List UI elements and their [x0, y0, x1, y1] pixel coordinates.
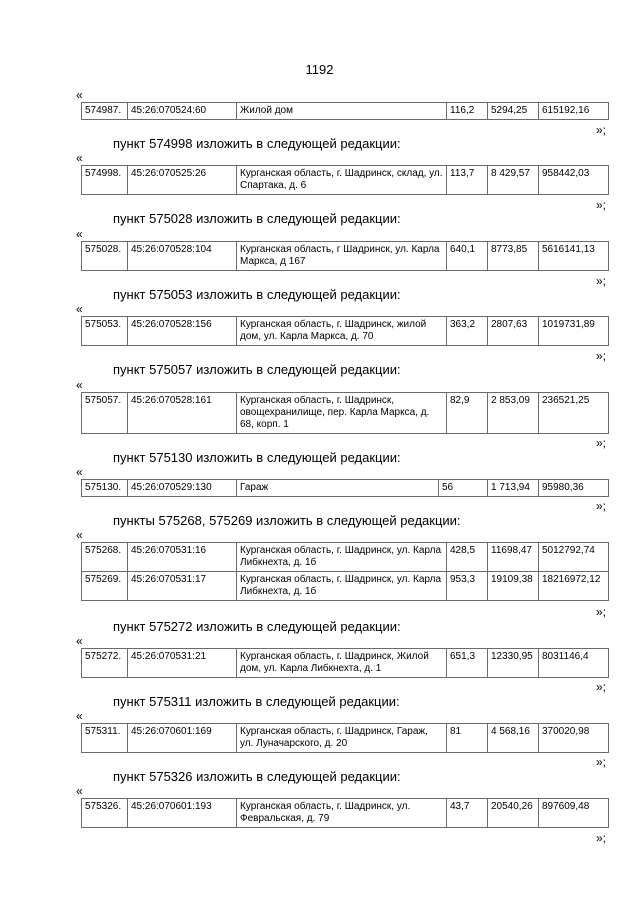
- section-heading: пункт 575311 изложить в следующей редакции:: [113, 694, 400, 709]
- cell-cadastral: 45:26:070528:104: [128, 242, 237, 271]
- cell-number: 575268.: [82, 543, 128, 572]
- cell-cadastral: 45:26:070601:193: [128, 799, 237, 828]
- close-quote: »;: [596, 499, 607, 513]
- cell-cadastral: 45:26:070531:21: [128, 649, 237, 678]
- cell-value: 18216972,12: [539, 572, 609, 601]
- cell-number: 575053.: [82, 317, 128, 346]
- cell-cadastral: 45:26:070601:169: [128, 724, 237, 753]
- close-quote: »;: [596, 349, 607, 363]
- cell-value: 370020,98: [539, 724, 609, 753]
- open-quote: «: [76, 378, 83, 392]
- cell-cadastral: 45:26:070531:16: [128, 543, 237, 572]
- cell-value: 236521,25: [539, 393, 609, 434]
- cell-address: Гараж: [237, 480, 439, 497]
- cell-value: 615192,16: [539, 103, 609, 120]
- close-quote: »;: [596, 123, 607, 137]
- cell-area: 363,2: [447, 317, 488, 346]
- cell-area: 428,5: [447, 543, 488, 572]
- table-row: [82, 543, 609, 572]
- cell-area: 113,7: [447, 166, 488, 195]
- cell-area: 81: [447, 724, 488, 753]
- cell-rate: 2 853,09: [488, 393, 539, 434]
- cell-area: 56: [439, 480, 488, 497]
- table-row: [82, 242, 609, 271]
- cell-number: 575130.: [82, 480, 128, 497]
- section-heading: пункты 575268, 575269 изложить в следующей редакции:: [113, 513, 461, 528]
- record-table: [81, 798, 609, 828]
- open-quote: «: [76, 784, 83, 798]
- cell-area: 640,1: [447, 242, 488, 271]
- section-heading: пункт 575326 изложить в следующей редакции:: [113, 769, 401, 784]
- cell-cadastral: 45:26:070528:156: [128, 317, 237, 346]
- cell-address: Жилой дом: [237, 103, 447, 120]
- record-table: [81, 241, 609, 271]
- cell-number: 575269.: [82, 572, 128, 601]
- cell-area: 82,9: [447, 393, 488, 434]
- cell-cadastral: 45:26:070525:26: [128, 166, 237, 195]
- table-row: [82, 572, 609, 601]
- cell-area: 43,7: [447, 799, 488, 828]
- close-quote: »;: [596, 274, 607, 288]
- cell-cadastral: 45:26:070524:60: [128, 103, 237, 120]
- cell-value: 95980,36: [539, 480, 609, 497]
- cell-rate: 8773,85: [488, 242, 539, 271]
- cell-rate: 2807,63: [488, 317, 539, 346]
- close-quote: »;: [596, 680, 607, 694]
- close-quote: »;: [596, 755, 607, 769]
- cell-number: 575311.: [82, 724, 128, 753]
- cell-address: Курганская область, г. Шадринск, Гараж, ул. Луначарского, д. 20: [237, 724, 447, 753]
- cell-number: 574998.: [82, 166, 128, 195]
- record-table: [81, 392, 609, 434]
- cell-rate: 12330,95: [488, 649, 539, 678]
- table-row: [82, 724, 609, 753]
- cell-value: 5616141,13: [539, 242, 609, 271]
- cell-cadastral: 45:26:070528:161: [128, 393, 237, 434]
- cell-area: 116,2: [447, 103, 488, 120]
- cell-cadastral: 45:26:070529:130: [128, 480, 237, 497]
- open-quote: «: [76, 465, 83, 479]
- close-quote: »;: [596, 605, 607, 619]
- open-quote: «: [76, 227, 83, 241]
- record-table: [81, 316, 609, 346]
- table-row: [82, 166, 609, 195]
- cell-value: 8031146,4: [539, 649, 609, 678]
- table-row: [82, 317, 609, 346]
- cell-area: 953,3: [447, 572, 488, 601]
- cell-value: 1019731,89: [539, 317, 609, 346]
- section-heading: пункт 575130 изложить в следующей редакции:: [113, 450, 401, 465]
- cell-cadastral: 45:26:070531:17: [128, 572, 237, 601]
- cell-address: Курганская область, г. Шадринск, ул. Карла Либкнехта, д. 1б: [237, 572, 447, 601]
- cell-value: 5012792,74: [539, 543, 609, 572]
- section-heading: пункт 575028 изложить в следующей редакции:: [113, 211, 401, 226]
- cell-value: 897609,48: [539, 799, 609, 828]
- open-quote: «: [76, 88, 83, 102]
- cell-rate: 8 429,57: [488, 166, 539, 195]
- table-row: [82, 480, 609, 497]
- cell-address: Курганская область, г Шадринск, ул. Карла Маркса, д 167: [237, 242, 447, 271]
- record-table: [81, 102, 609, 120]
- open-quote: «: [76, 151, 83, 165]
- section-heading: пункт 574998 изложить в следующей редакции:: [113, 136, 401, 151]
- record-table: [81, 542, 609, 601]
- record-table: [81, 165, 609, 195]
- cell-rate: 20540,26: [488, 799, 539, 828]
- table-row: [82, 799, 609, 828]
- section-heading: пункт 575272 изложить в следующей редакции:: [113, 619, 401, 634]
- page-number: 1192: [305, 62, 334, 77]
- record-table: [81, 723, 609, 753]
- cell-rate: 4 568,16: [488, 724, 539, 753]
- cell-number: 575326.: [82, 799, 128, 828]
- table-row: [82, 393, 609, 434]
- cell-area: 651,3: [447, 649, 488, 678]
- cell-address: Курганская область, г. Шадринск, Жилой дом, ул. Карла Либкнехта, д. 1: [237, 649, 447, 678]
- cell-address: Курганская область, г. Шадринск, жилой дом, ул. Карла Маркса, д. 70: [237, 317, 447, 346]
- cell-rate: 11698,47: [488, 543, 539, 572]
- cell-number: 574987.: [82, 103, 128, 120]
- cell-address: Курганская область, г. Шадринск, склад, ул. Спартака, д. 6: [237, 166, 447, 195]
- cell-number: 575028.: [82, 242, 128, 271]
- open-quote: «: [76, 634, 83, 648]
- table-row: [82, 649, 609, 678]
- cell-rate: 1 713,94: [488, 480, 539, 497]
- cell-rate: 19109,38: [488, 572, 539, 601]
- open-quote: «: [76, 709, 83, 723]
- cell-address: Курганская область, г. Шадринск, ул. Карла Либкнехта, д. 1б: [237, 543, 447, 572]
- record-table: [81, 648, 609, 678]
- cell-number: 575057.: [82, 393, 128, 434]
- cell-address: Курганская область, г. Шадринск, овощехранилище, пер. Карла Маркса, д. 68, корп. 1: [237, 393, 447, 434]
- record-table: [81, 479, 609, 497]
- cell-rate: 5294,25: [488, 103, 539, 120]
- open-quote: «: [76, 528, 83, 542]
- cell-value: 958442,03: [539, 166, 609, 195]
- cell-address: Курганская область, г. Шадринск, ул. Февральская, д. 79: [237, 799, 447, 828]
- close-quote: »;: [596, 436, 607, 450]
- cell-number: 575272.: [82, 649, 128, 678]
- close-quote: »;: [596, 198, 607, 212]
- table-row: [82, 103, 609, 120]
- section-heading: пункт 575057 изложить в следующей редакции:: [113, 362, 401, 377]
- section-heading: пункт 575053 изложить в следующей редакции:: [113, 287, 401, 302]
- close-quote: »;: [596, 831, 607, 845]
- open-quote: «: [76, 302, 83, 316]
